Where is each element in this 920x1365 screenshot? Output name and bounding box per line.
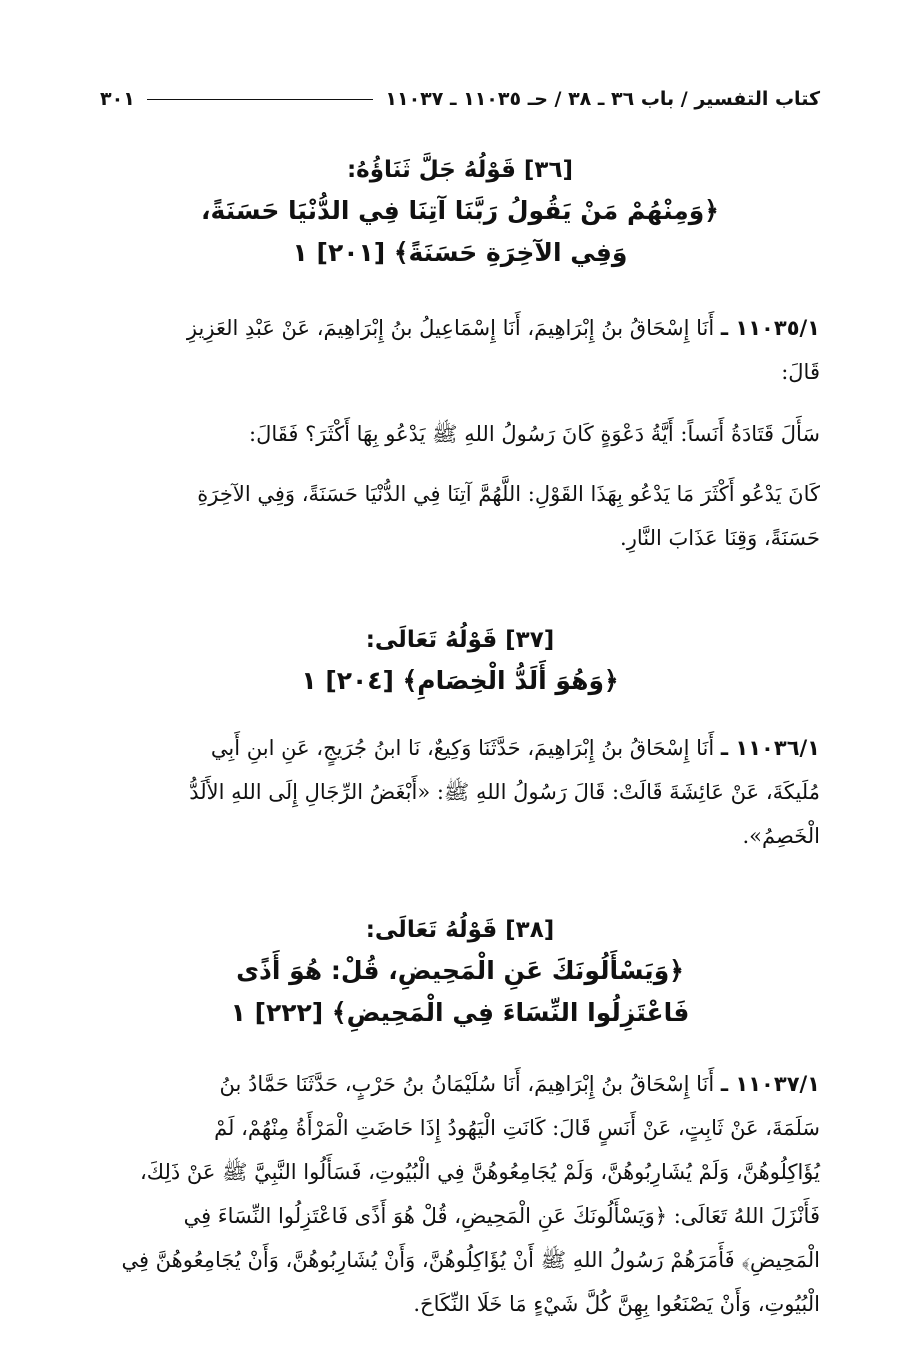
hadith-text: الْبُيُوتِ، وَأَنْ يَصْنَعُوا بِهِنَّ كُلَّ شَيْءٍ مَا خَلَا النِّكَاحَ. bbox=[413, 1292, 820, 1316]
header-rule bbox=[147, 99, 374, 100]
hadith-text: يُؤَاكِلُوهُنَّ، وَلَمْ يُشَارِبُوهُنَّ، وَلَمْ يُجَامِعُوهُنَّ فِي الْبُيُوتِ، فَسَأَلُوا النَّبِيَّ ﷺ عَنْ ذَلِكَ، bbox=[140, 1160, 820, 1184]
hadith-text: أَنَا إِسْحَاقُ بنُ إِبْرَاهِيمَ، حَدَّثَنَا وَكِيعٌ، نَا ابنُ جُرَيجٍ، عَنِ ابنِ أَبِي bbox=[210, 736, 715, 760]
hadith-text: فَأَنْزَلَ اللهُ تَعَالَى: ﴿وَيَسْأَلُونَكَ عَنِ الْمَحِيضِ، قُلْ هُوَ أَذًى فَاعْتَزِلُوا النِّسَاءَ فِي bbox=[183, 1204, 820, 1228]
verse-line: ﴿وَيَسْأَلُونَكَ عَنِ الْمَحِيضِ، قُلْ: هُوَ أَذًى bbox=[236, 956, 684, 985]
hadith-text: قَالَ: bbox=[781, 360, 820, 384]
verse-line: فَاعْتَزِلُوا النِّسَاءَ فِي الْمَحِيضِ﴾ [٢٢٢] ١ bbox=[230, 998, 690, 1027]
header-title: كتاب التفسير / باب ٣٦ ـ ٣٨ / حـ ١١٠٣٥ ـ ١١٠٣٧ bbox=[385, 88, 820, 110]
hadith-text: مُلَيكَةَ، عَنْ عَائِشَةَ قَالَتْ: قَالَ رَسُولُ اللهِ ﷺ: «أَبْغَضُ الرِّجَالِ إِلَى اللهِ الأَلَدُّ bbox=[189, 780, 820, 804]
hadith-text: الْمَحِيضِ﴾ فَأَمَرَهُمْ رَسُولُ اللهِ ﷺ أَنْ يُؤَاكِلُوهُنَّ، وَأَنْ يُشَارِبُوهُنَّ، وَأَنْ يُجَامِعُوهُنَّ فِي bbox=[121, 1248, 820, 1272]
hadith-text: كَانَ يَدْعُو أَكْثَرَ مَا يَدْعُو بِهَذَا القَوْلِ: اللَّهُمَّ آتِنَا فِي الدُّنْيَا حَسَنَةً، وَفِي الآخِرَةِ bbox=[197, 482, 820, 506]
hadith-number: ١١٠٣٥/١ ـ bbox=[720, 316, 820, 340]
hadith-text: حَسَنَةً، وَقِنَا عَذَابَ النَّارِ. bbox=[620, 526, 820, 550]
verse-line: وَفِي الآخِرَةِ حَسَنَةً﴾ [٢٠١] ١ bbox=[292, 238, 628, 267]
hadith-11036 bbox=[100, 726, 820, 858]
section-label: [٣٨] قَوْلُهُ تَعَالَى: bbox=[365, 917, 555, 943]
hadith-11035 bbox=[100, 306, 820, 394]
verse-line: ﴿وَهُوَ أَلَدُّ الْخِصَامِ﴾ [٢٠٤] ١ bbox=[301, 666, 619, 695]
hadith-text: أَنَا إِسْحَاقُ بنُ إِبْرَاهِيمَ، أَنَا سُلَيْمَانُ بنُ حَرْبٍ، حَدَّثَنَا حَمَّادُ بنُ bbox=[219, 1072, 715, 1096]
hadith-11035-question bbox=[100, 412, 820, 456]
page-number: ٣٠١ bbox=[100, 88, 135, 110]
hadith-text: أَنَا إِسْحَاقُ بنُ إِبْرَاهِيمَ، أَنَا إِسْمَاعِيلُ بنُ إِبْرَاهِيمَ، عَنْ عَبْدِ العَزِيزِ bbox=[186, 316, 715, 340]
running-header bbox=[100, 88, 820, 110]
hadith-text: سَلَمَةَ، عَنْ ثَابِتٍ، عَنْ أَنَسٍ قَالَ: كَانَتِ الْيَهُودُ إِذَا حَاضَتِ الْمَرْأَةُ مِنْهُمْ، لَمْ bbox=[214, 1116, 820, 1140]
section-heading-36 bbox=[100, 150, 820, 274]
hadith-text: سَأَلَ قَتَادَةُ أَنَساً: أَيَّةُ دَعْوَةٍ كَانَ رَسُولُ اللهِ ﷺ يَدْعُو بِهَا أَكْثَرَ؟ فَقَالَ: bbox=[249, 422, 820, 446]
hadith-text: الْخَصِمُ». bbox=[742, 824, 820, 848]
verse-line: ﴿وَمِنْهُمْ مَنْ يَقُولُ رَبَّنَا آتِنَا فِي الدُّنْيَا حَسَنَةً، bbox=[201, 196, 719, 225]
section-label: [٣٦] قَوْلُهُ جَلَّ ثَنَاؤُهُ: bbox=[346, 157, 574, 183]
section-heading-37 bbox=[100, 620, 820, 702]
section-label: [٣٧] قَوْلُهُ تَعَالَى: bbox=[365, 627, 555, 653]
section-heading-38 bbox=[100, 910, 820, 1034]
hadith-number: ١١٠٣٧/١ ـ bbox=[720, 1072, 820, 1096]
hadith-number: ١١٠٣٦/١ ـ bbox=[720, 736, 820, 760]
hadith-11037 bbox=[100, 1062, 820, 1326]
hadith-11035-answer bbox=[100, 472, 820, 560]
